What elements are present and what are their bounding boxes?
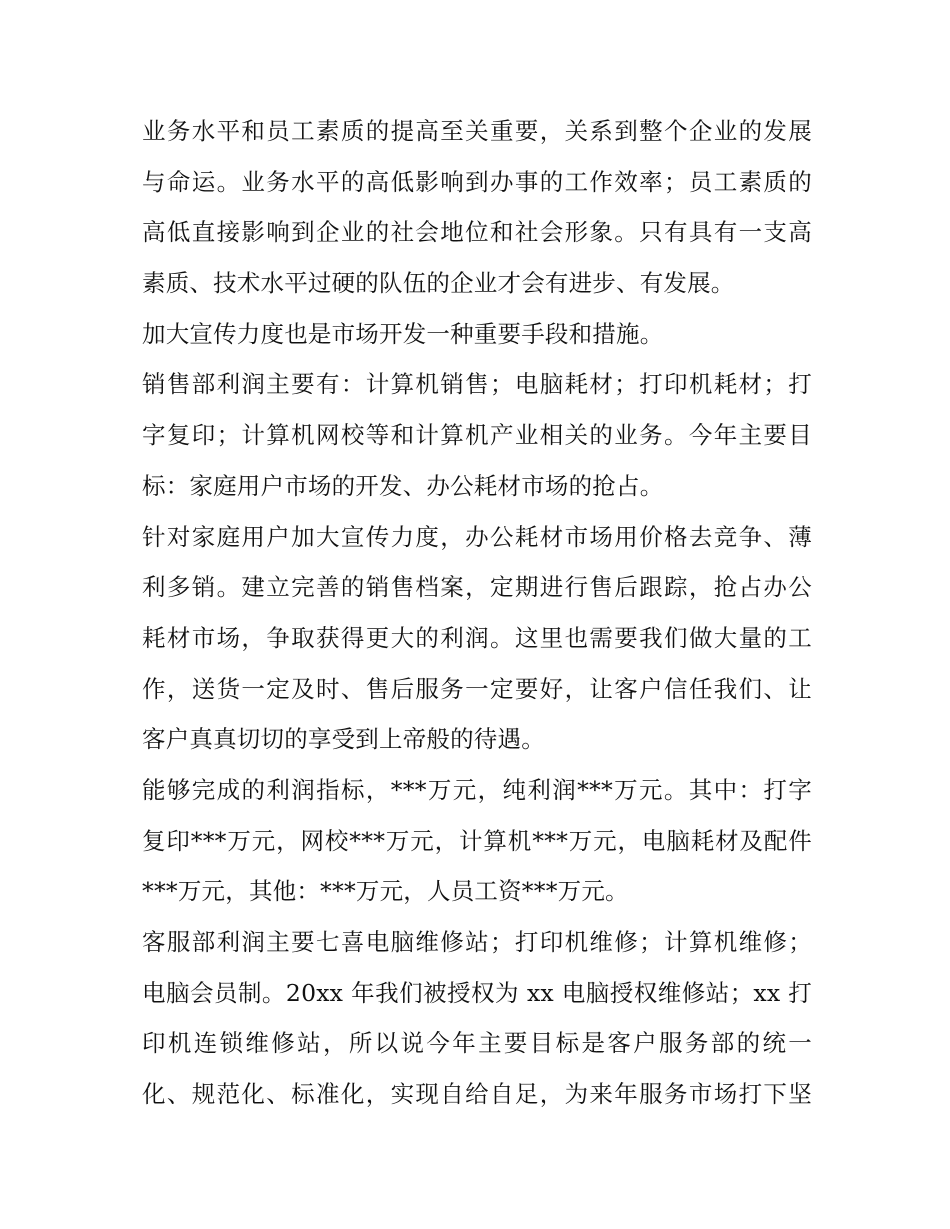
text-line: 利多销。建立完善的销售档案，定期进行售后跟踪，抢占办公 (142, 573, 812, 602)
text-line: 印机连锁维修站，所以说今年主要目标是客户服务部的统一 (142, 1029, 812, 1058)
text-line: 耗材市场，争取获得更大的利润。这里也需要我们做大量的工 (142, 623, 812, 652)
text-line: 字复印；计算机网校等和计算机产业相关的业务。今年主要目 (142, 421, 812, 450)
text-line: 加大宣传力度也是市场开发一种重要手段和措施。 (142, 319, 664, 348)
text-line: 作，送货一定及时、售后服务一定要好，让客户信任我们、让 (142, 674, 812, 703)
document-body (142, 106, 812, 1120)
text-line: 素质、技术水平过硬的队伍的企业才会有进步、有发展。 (142, 269, 735, 298)
text-line: 客服部利润主要七喜电脑维修站；打印机维修；计算机维修； (142, 928, 812, 956)
text-line: 标：家庭用户市场的开发、办公耗材市场的抢占。 (142, 471, 664, 500)
text-line: 电脑会员制。20xx 年我们被授权为 xx 电脑授权维修站；xx 打 (142, 978, 812, 1007)
text-line: 客户真真切切的享受到上帝般的待遇。 (142, 725, 545, 754)
text-line: 业务水平和员工素质的提高至关重要，关系到整个企业的发展 (142, 117, 812, 145)
text-line: 复印***万元，网校***万元，计算机***万元，电脑耗材及配件 (142, 826, 812, 855)
text-line: 能够完成的利润指标，***万元，纯利润***万元。其中：打字 (142, 775, 812, 804)
text-line: ***万元，其他：***万元，人员工资***万元。 (142, 877, 629, 906)
text-line: 化、规范化、标准化，实现自给自足，为来年服务市场打下坚 (142, 1080, 812, 1109)
text-line: 与命运。业务水平的高低影响到办事的工作效率；员工素质的 (142, 167, 812, 196)
text-line: 高低直接影响到企业的社会地位和社会形象。只有具有一支高 (142, 218, 812, 247)
text-line: 销售部利润主要有：计算机销售；电脑耗材；打印机耗材；打 (142, 370, 812, 399)
text-line: 针对家庭用户加大宣传力度，办公耗材市场用价格去竞争、薄 (142, 522, 812, 551)
